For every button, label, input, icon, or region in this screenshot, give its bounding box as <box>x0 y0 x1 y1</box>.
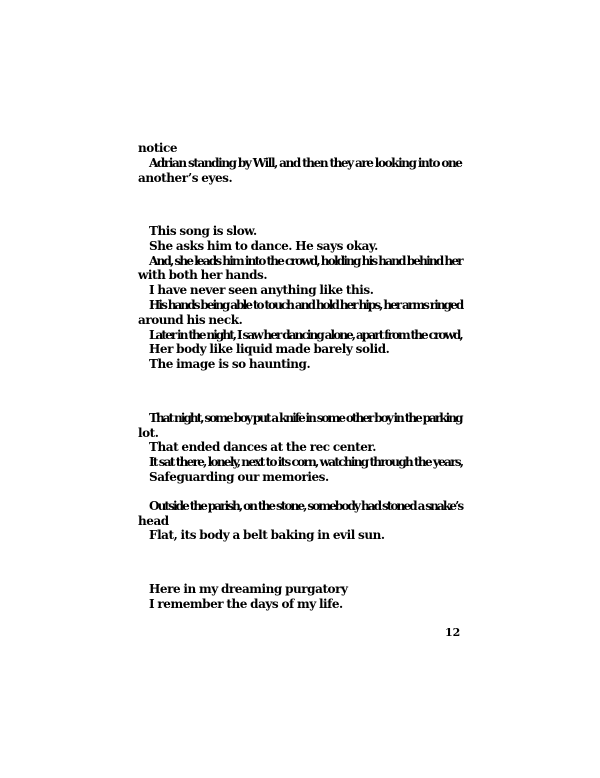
text-line: I remember the days of my life. <box>149 597 343 611</box>
text-line: She asks him to dance. He says okay. <box>149 239 378 253</box>
text-line: Outside the parish, on the stone, somebody had stoned a snake’s <box>149 499 463 513</box>
text-line: This song is slow. <box>149 224 257 238</box>
text-line: I have never seen anything like this. <box>149 283 374 297</box>
text-line: It sat there, lonely, next to its corn, watching through the years, <box>149 455 463 469</box>
page-number: 12 <box>445 626 461 639</box>
text-line: head <box>138 514 169 528</box>
text-line: That night, some boy put a knife in some other boy in the parking <box>149 411 462 425</box>
text-line: around his neck. <box>138 313 243 327</box>
text-line: Safeguarding our memories. <box>149 470 329 484</box>
text-line: The image is so haunting. <box>149 357 311 371</box>
text-line: Flat, its body a belt baking in evil sun. <box>149 528 385 542</box>
text-line: That ended dances at the rec center. <box>149 440 376 454</box>
text-line: And, she leads him into the crowd, holding his hand behind her <box>149 254 462 268</box>
text-line: Adrian standing by Will, and then they are looking into one <box>149 156 462 170</box>
text-line: notice <box>138 141 178 155</box>
text-line: Later in the night, I saw her dancing alone, apart from the crowd, <box>149 328 462 342</box>
text-line: lot. <box>138 426 159 440</box>
text-line: Her body like liquid made barely solid. <box>149 342 390 356</box>
text-line: another’s eyes. <box>138 171 233 185</box>
text-line: Here in my dreaming purgatory <box>149 582 348 596</box>
text-line: His hands being able to touch and hold her hips, her arms ringed <box>149 298 463 312</box>
text-line: with both her hands. <box>138 268 268 282</box>
